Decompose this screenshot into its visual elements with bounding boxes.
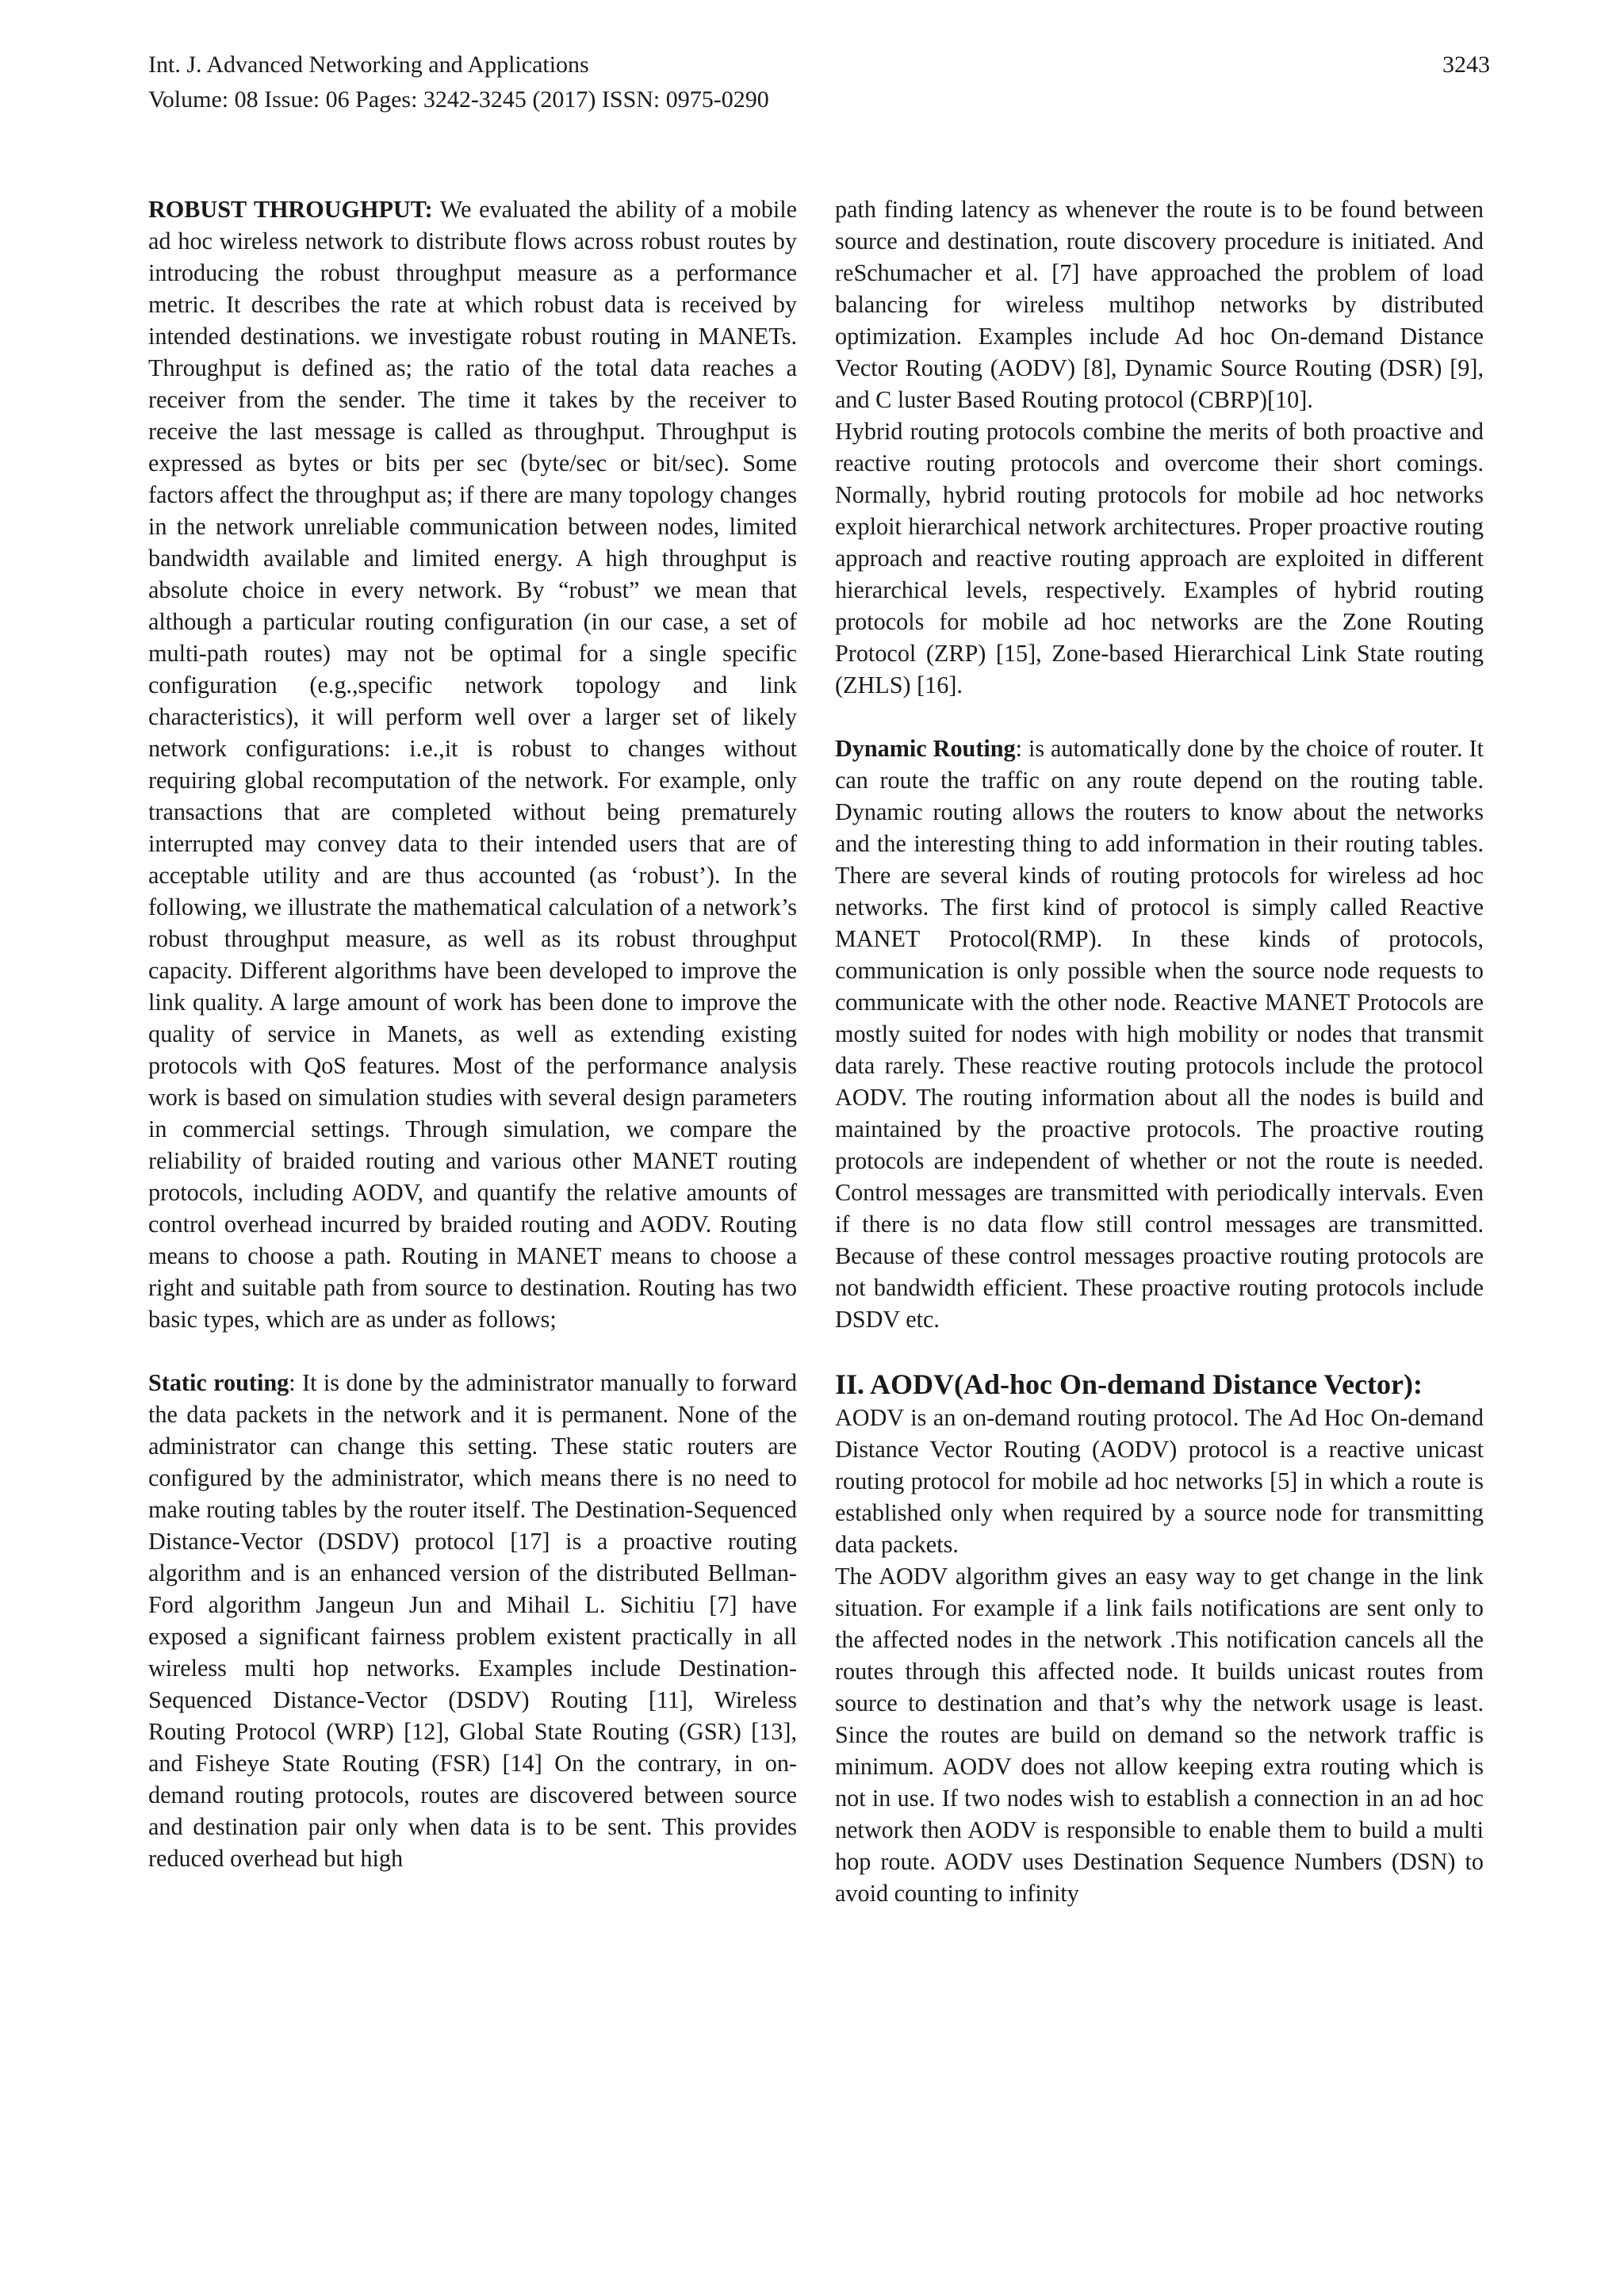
aodv-paragraph-2: The AODV algorithm gives an easy way to get change in the link situation. For example if a link fails notifications are sent only to the affected nodes in the network .This notification cancels all the routes through this affected node. It builds unicast routes from source to destination and that’s why the network usage is least. Since the routes are build on demand so the network traffic is minimum. AODV does not allow keeping extra routing which is not in use. If two nodes wish to establish a connection in an ad hoc network then AODV is responsible to enable them to build a multi hop route. AODV uses Destination Sequence Numbers (DSN) to avoid counting to infinity bbox=[835, 1563, 1484, 1907]
robust-throughput-paragraph bbox=[148, 193, 797, 1335]
hybrid-routing-paragraph: Hybrid routing protocols combine the merits of both proactive and reactive routing protocols and overcome their short comings. Normally, hybrid routing protocols for mobile ad hoc networks exploit hierarchical network architectures. Proper proactive routing approach and reactive routing approach are exploited in different hierarchical levels, respectively. Examples of hybrid routing protocols for mobile ad hoc networks are the Zone Routing Protocol (ZRP) [15], Zone-based Hierarchical Link State routing (ZHLS) [16]. bbox=[835, 418, 1484, 698]
static-routing-paragraph bbox=[148, 1367, 797, 1874]
section-heading-aodv: II. AODV(Ad-hoc On-demand Distance Vector): bbox=[835, 1368, 1423, 1400]
volume-info: Volume: 08 Issue: 06 Pages: 3242-3245 (2017) ISSN: 0975-0290 bbox=[148, 86, 769, 113]
left-column bbox=[148, 193, 797, 1874]
journal-name: Int. J. Advanced Networking and Applications bbox=[148, 52, 589, 78]
aodv-paragraph-1: AODV is an on-demand routing protocol. The Ad Hoc On-demand Distance Vector Routing (AODV) protocol is a reactive unicast routing protocol for mobile ad hoc networks [5] in which a route is established only when required by a source node for transmitting data packets. bbox=[835, 1404, 1484, 1558]
header-line-1 bbox=[148, 48, 1490, 82]
paragraph-gap bbox=[835, 701, 1484, 733]
page-number: 3243 bbox=[1442, 52, 1490, 78]
robust-throughput-text: We evaluated the ability of a mobile ad hoc wireless network to distribute flows across robust routes by introducing the robust throughput measure as a performance metric. It describes the rate at which robust data is received by intended destinations. we investigate robust routing in MANETs. Throughput is defined as; the ratio of the total data reaches a receiver from the sender. The time it takes by the receiver to receive the last message is called as throughput. Throughput is expressed as bytes or bits per sec (byte/sec or bit/sec). Some factors affect the throughput as; if there are many topology changes in the network unreliable communication between nodes, limited bandwidth available and limited energy. A high throughput is absolute choice in every network. By “robust” we mean that although a particular routing configuration (in our case, a set of multi-path routes) may not be optimal for a single specific configuration (e.g.,specific network topology and link characteristics), it will perform well over a larger set of likely network configurations: i.e.,it is robust to changes without requiring global recomputation of the network. For example, only transactions that are completed without being prematurely interrupted may convey data to their intended users that are of acceptable utility and are thus accounted (as ‘robust’). In the following, we illustrate the mathematical calculation of a network’s robust throughput measure, as well as its robust throughput capacity. Different algorithms have been developed to improve the link quality. A large amount of work has been done to improve the quality of service in Manets, as well as extending existing protocols with QoS features. Most of the performance analysis work is based on simulation studies with several design parameters in commercial settings. Through simulation, we compare the reliability of braided routing and various other MANET routing protocols, including AODV, and quantify the relative amounts of control overhead incurred by braided routing and AODV. Routing means to choose a path. Routing in MANET means to choose a right and suitable path from source to destination. Routing has two basic types, which are as under as follows; bbox=[148, 196, 797, 1333]
continuation-paragraph: path finding latency as whenever the route is to be found between source and destination, route discovery procedure is initiated. And reSchumacher et al. [7] have approached the problem of load balancing for wireless multihop networks by distributed optimization. Examples include Ad hoc On-demand Distance Vector Routing (AODV) [8], Dynamic Source Routing (DSR) [9], and C luster Based Routing protocol (CBRP)[10]. bbox=[835, 196, 1484, 413]
page-header bbox=[148, 48, 1490, 117]
paragraph-gap bbox=[835, 1335, 1484, 1367]
robust-throughput-lead: ROBUST THROUGHPUT: bbox=[148, 196, 433, 223]
dynamic-routing-text: : is automatically done by the choice of router. It can route the traffic on any route depend on the routing table. Dynamic routing allows the routers to know about the networks and the interesting thing to add information in their routing tables. There are several kinds of routing protocols for wireless ad hoc networks. The first kind of protocol is simply called Reactive MANET Protocol(RMP). In these kinds of protocols, communication is only possible when the source node requests to communicate with the other node. Reactive MANET Protocols are mostly suited for nodes with high mobility or nodes that transmit data rarely. These reactive routing protocols include the protocol AODV. The routing information about all the nodes is build and maintained by the proactive protocols. The proactive routing protocols are independent of whether or not the route is needed. Control messages are transmitted with periodically intervals. Even if there is no data flow still control messages are transmitted. Because of these control messages proactive routing protocols are not bandwidth efficient. These proactive routing protocols include DSDV etc. bbox=[835, 735, 1484, 1333]
static-routing-lead: Static routing bbox=[148, 1369, 289, 1396]
dynamic-routing-paragraph bbox=[835, 733, 1484, 1335]
paragraph-gap bbox=[148, 1335, 797, 1367]
dynamic-routing-lead: Dynamic Routing bbox=[835, 735, 1016, 762]
right-column bbox=[835, 193, 1484, 1909]
static-routing-text: : It is done by the administrator manually to forward the data packets in the network and it is permanent. None of the administrator can change this setting. These static routers are configured by the administrator, which means there is no need to make routing tables by the router itself. The Destination-Sequenced Distance-Vector (DSDV) protocol [17] is a proactive routing algorithm and is an enhanced version of the distributed Bellman-Ford algorithm Jangeun Jun and Mihail L. Sichitiu [7] have exposed a significant fairness problem existent practically in all wireless multi hop networks. Examples include Destination-Sequenced Distance-Vector (DSDV) Routing [11], Wireless Routing Protocol (WRP) [12], Global State Routing (GSR) [13], and Fisheye State Routing (FSR) [14] On the contrary, in on-demand routing protocols, routes are discovered between source and destination pair only when data is to be sent. This provides reduced overhead but high bbox=[148, 1369, 797, 1872]
